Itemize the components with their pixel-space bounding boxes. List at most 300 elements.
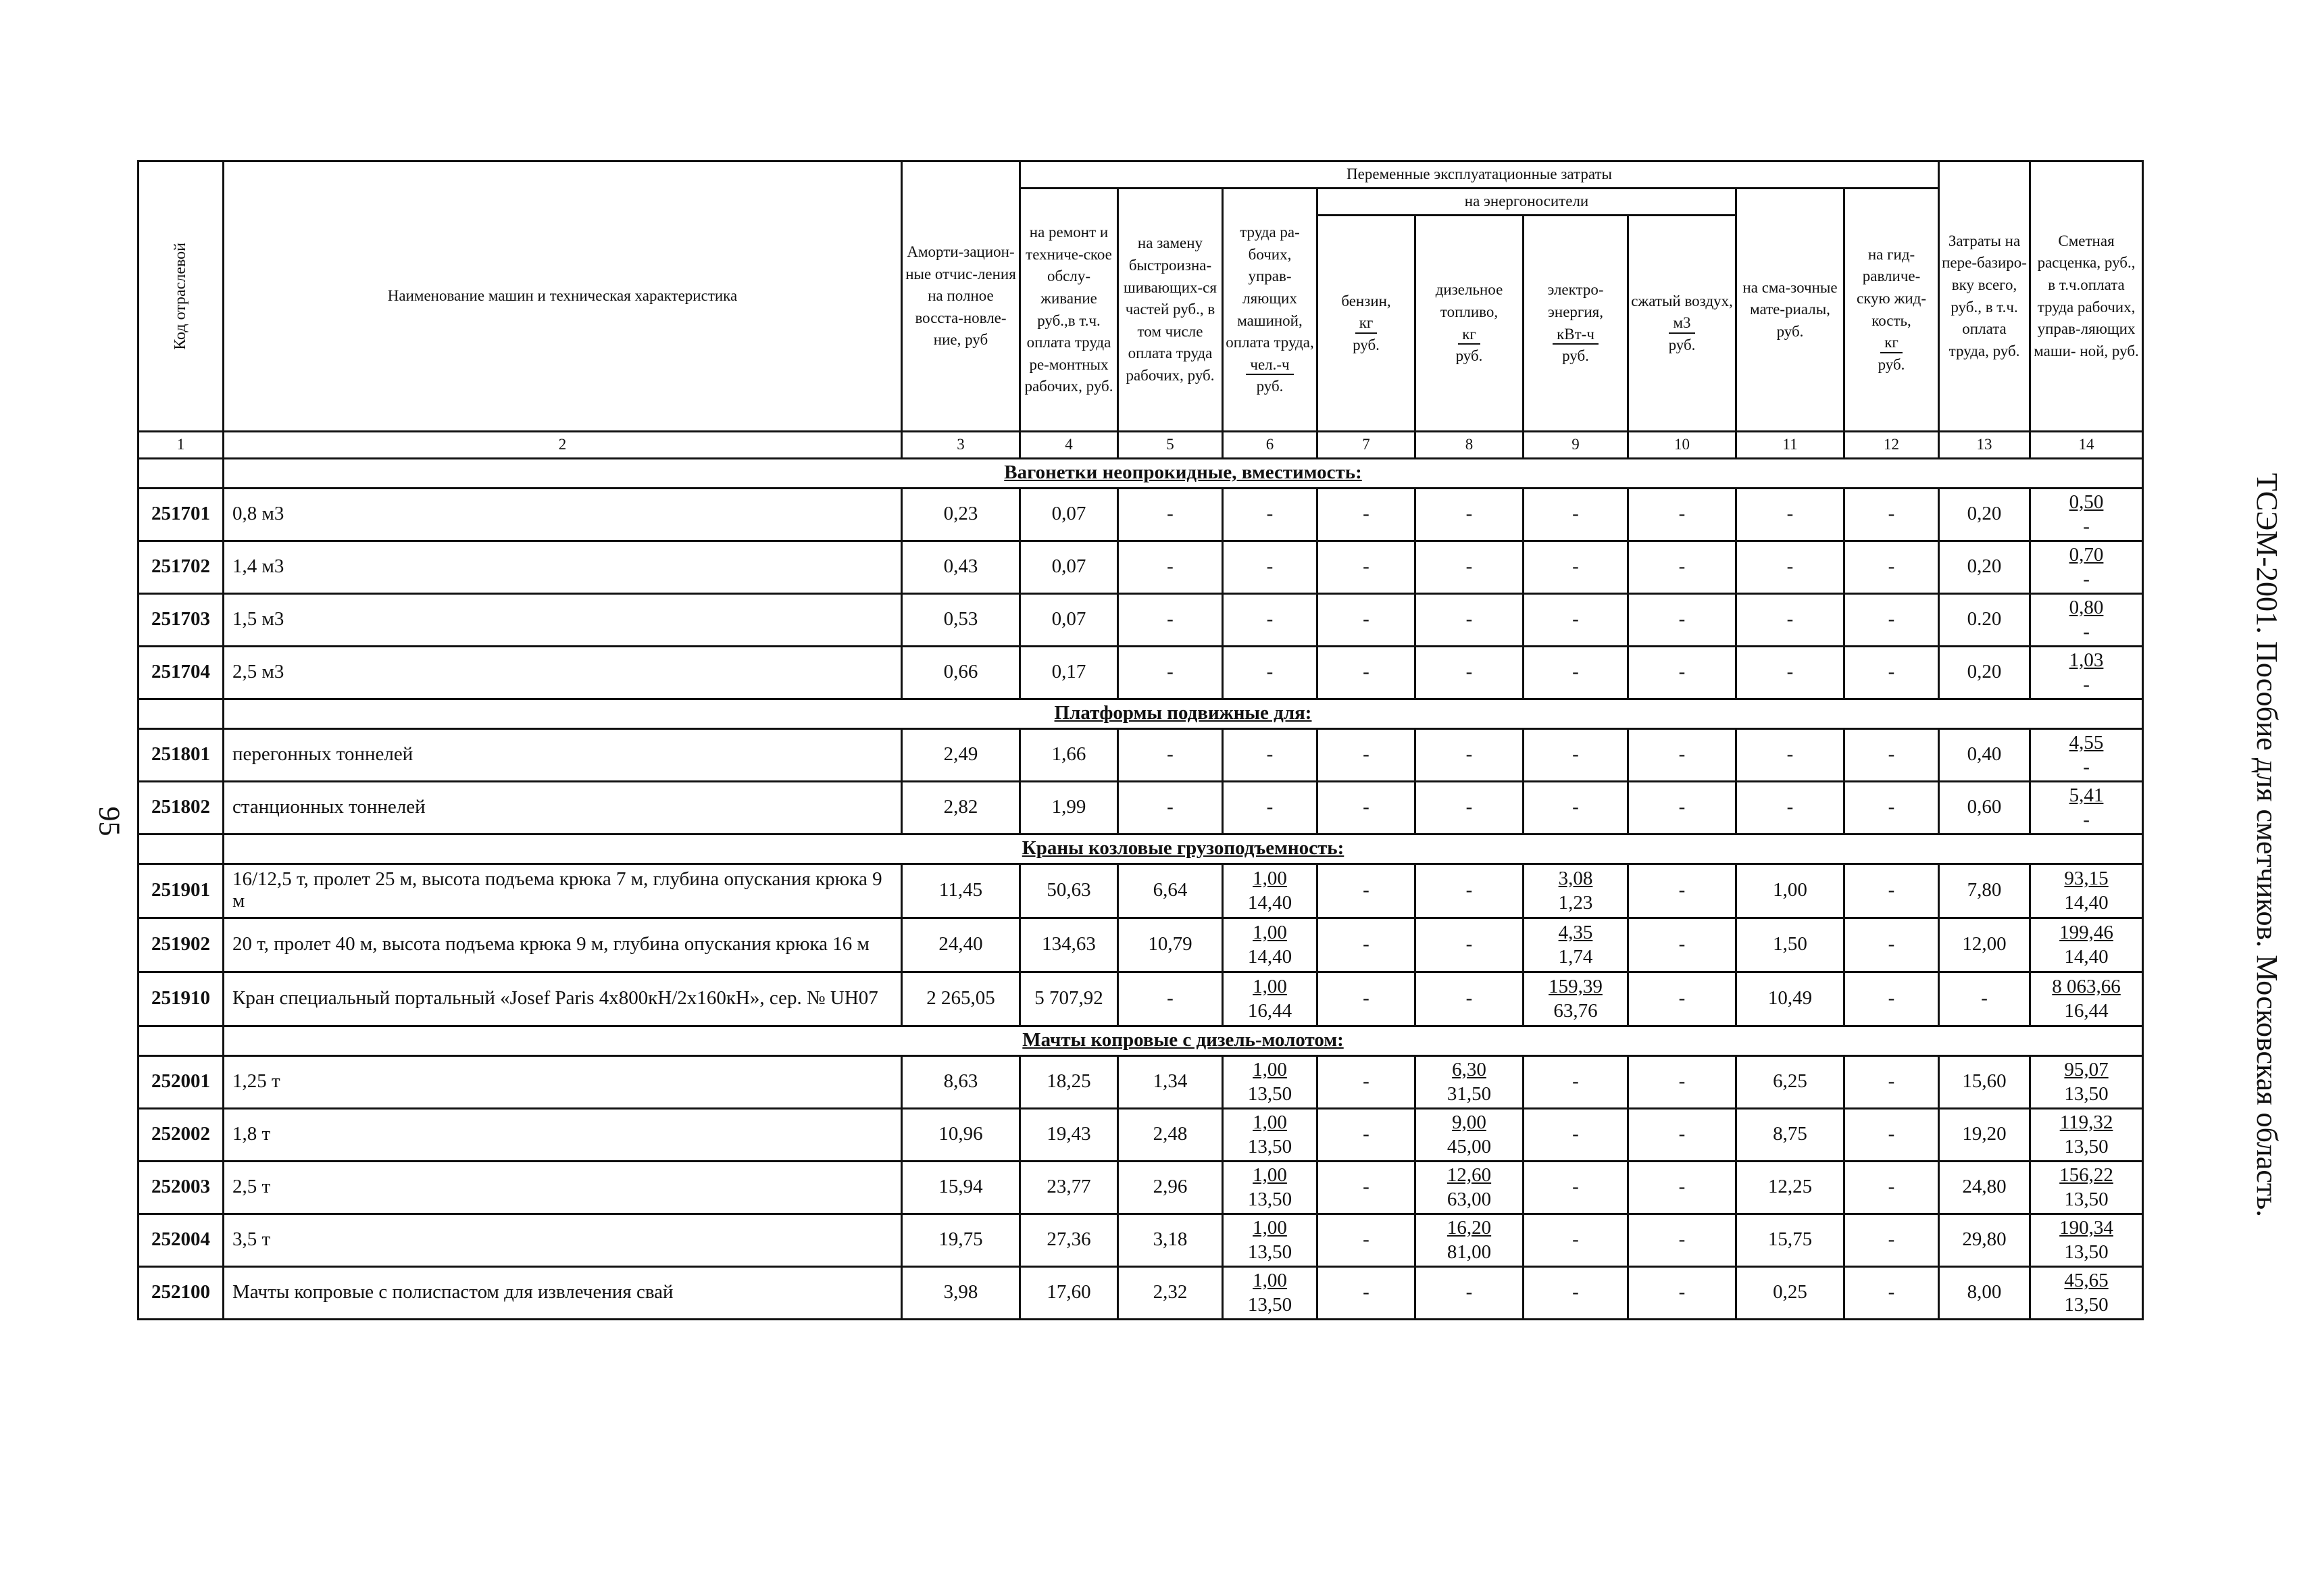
petrol-value: - [1317, 1214, 1415, 1266]
diesel-value: - [1415, 972, 1524, 1026]
parts-value: 10,79 [1118, 918, 1223, 972]
diesel-value-numerator: 9,00 [1452, 1111, 1486, 1133]
repair-value: 0,07 [1020, 488, 1118, 541]
section-title: Краны козловые грузоподъемность: [224, 834, 2143, 864]
labor-value-numerator: 1,00 [1253, 1164, 1287, 1186]
parts-value: - [1118, 781, 1223, 834]
hydraulic-value: - [1844, 972, 1939, 1026]
machine-name: 16/12,5 т, пролет 25 м, высота подъема крюка 7 м, глубина опускания крюка 9 м [224, 864, 902, 918]
column-number: 3 [902, 432, 1020, 459]
diesel-value: - [1415, 1266, 1524, 1319]
petrol-value: - [1317, 864, 1415, 918]
table-row [139, 1161, 2143, 1214]
header-diesel: дизельное топливо, кг руб. [1415, 216, 1524, 432]
electricity-value [1524, 918, 1628, 972]
lubricants-value: - [1736, 646, 1844, 699]
diesel-value [1415, 1055, 1524, 1108]
electricity-value-numerator: 4,35 [1558, 921, 1593, 943]
electricity-value: - [1524, 646, 1628, 699]
labor-value [1223, 918, 1317, 972]
estimate-value-value: 190,34 [2059, 1216, 2113, 1239]
estimate-value [2030, 1161, 2143, 1214]
labor-value [1223, 972, 1317, 1026]
electricity-value: - [1524, 1055, 1628, 1108]
petrol-value: - [1317, 1161, 1415, 1214]
header-relocation: Затраты на пере-базиро-вку всего, руб., в т.ч. оплата труда, руб. [1939, 161, 2030, 432]
estimate-value-value: 156,22 [2059, 1164, 2113, 1186]
compressed-air-value: - [1628, 1055, 1736, 1108]
estimate-value [2030, 1266, 2143, 1319]
diesel-value: - [1415, 728, 1524, 781]
electricity-value: - [1524, 1161, 1628, 1214]
petrol-value: - [1317, 593, 1415, 646]
diesel-value: - [1415, 488, 1524, 541]
machine-code: 252003 [139, 1161, 224, 1214]
estimate-value-value: 95,07 [2064, 1058, 2109, 1080]
amortization-value: 11,45 [902, 864, 1020, 918]
estimate-value-value: 93,15 [2064, 867, 2109, 889]
parts-value: 2,48 [1118, 1108, 1223, 1161]
column-number: 4 [1020, 432, 1118, 459]
repair-value: 0,07 [1020, 593, 1118, 646]
labor-value-numerator: 1,00 [1253, 1058, 1287, 1080]
estimate-value-value: 4,55 [2069, 731, 2104, 753]
estimate-value-labor: 14,40 [2064, 946, 2109, 968]
machine-name: 20 т, пролет 40 м, высота подъема крюка 9 м, глубина опускания крюка 16 м [224, 918, 902, 972]
section-title: Платформы подвижные для: [224, 699, 2143, 728]
estimate-value [2030, 972, 2143, 1026]
lubricants-value: 1,00 [1736, 864, 1844, 918]
relocation-value: 0,20 [1939, 488, 2030, 541]
estimate-value [2030, 1214, 2143, 1266]
estimate-value [2030, 1108, 2143, 1161]
relocation-value: 12,00 [1939, 918, 2030, 972]
column-number: 10 [1628, 432, 1736, 459]
estimate-value [2030, 728, 2143, 781]
machine-name: Кран специальный портальный «Josef Paris 4x800кН/2x160кН», сер. № UH07 [224, 972, 902, 1026]
header-hydraulic: на гид-равличе-скую жид-кость, кг руб. [1844, 189, 1939, 432]
electricity-value: - [1524, 488, 1628, 541]
estimate-value [2030, 646, 2143, 699]
estimate-value [2030, 488, 2143, 541]
machine-name: Мачты копровые с полиспастом для извлечения свай [224, 1266, 902, 1319]
petrol-value: - [1317, 1266, 1415, 1319]
table-row [139, 488, 2143, 541]
compressed-air-value: - [1628, 488, 1736, 541]
estimate-value-labor: - [2083, 756, 2090, 778]
machine-name: 0,8 м3 [224, 488, 902, 541]
machine-name: станционных тоннелей [224, 781, 902, 834]
machine-code: 252100 [139, 1266, 224, 1319]
repair-value: 19,43 [1020, 1108, 1118, 1161]
machine-code: 251910 [139, 972, 224, 1026]
labor-value-denominator: 13,50 [1247, 1083, 1292, 1105]
amortization-value: 2,82 [902, 781, 1020, 834]
hydraulic-value: - [1844, 918, 1939, 972]
estimate-value [2030, 918, 2143, 972]
estimate-value [2030, 593, 2143, 646]
labor-value-numerator: 1,00 [1253, 921, 1287, 943]
repair-value: 0,17 [1020, 646, 1118, 699]
diesel-value-denominator: 31,50 [1447, 1083, 1492, 1105]
column-number: 14 [2030, 432, 2143, 459]
hydraulic-value: - [1844, 646, 1939, 699]
electricity-value-numerator: 3,08 [1558, 867, 1593, 889]
relocation-value: 0,20 [1939, 541, 2030, 593]
table-row [139, 1266, 2143, 1319]
table-row [139, 918, 2143, 972]
compressed-air-value: - [1628, 1214, 1736, 1266]
machine-code: 251704 [139, 646, 224, 699]
relocation-value: 19,20 [1939, 1108, 2030, 1161]
estimate-value-value: 0,80 [2069, 596, 2104, 618]
diesel-value-numerator: 6,30 [1452, 1058, 1486, 1080]
table-row [139, 781, 2143, 834]
lubricants-value: 0,25 [1736, 1266, 1844, 1319]
estimate-value-labor: 13,50 [2064, 1241, 2109, 1264]
machine-code: 251703 [139, 593, 224, 646]
repair-value: 134,63 [1020, 918, 1118, 972]
labor-value-denominator: 16,44 [1247, 1000, 1292, 1022]
labor-value: - [1223, 728, 1317, 781]
hydraulic-value: - [1844, 1266, 1939, 1319]
labor-value [1223, 1214, 1317, 1266]
machine-name: 1,8 т [224, 1108, 902, 1161]
labor-value-numerator: 1,00 [1253, 1111, 1287, 1133]
compressed-air-value: - [1628, 1266, 1736, 1319]
estimate-value-labor: - [2083, 674, 2090, 696]
petrol-value: - [1317, 646, 1415, 699]
estimate-value-value: 119,32 [2059, 1111, 2113, 1133]
labor-value-denominator: 13,50 [1247, 1294, 1292, 1316]
section-code-cell [139, 834, 224, 864]
compressed-air-value: - [1628, 728, 1736, 781]
estimate-value-labor: 13,50 [2064, 1136, 2109, 1158]
column-number: 11 [1736, 432, 1844, 459]
labor-value [1223, 1055, 1317, 1108]
table-row [139, 728, 2143, 781]
estimate-value-value: 45,65 [2064, 1269, 2109, 1291]
petrol-value: - [1317, 541, 1415, 593]
hydraulic-value: - [1844, 1055, 1939, 1108]
section-title: Вагонетки неопрокидные, вместимость: [224, 458, 2143, 488]
hydraulic-value: - [1844, 1161, 1939, 1214]
labor-value [1223, 1108, 1317, 1161]
estimate-value-value: 1,03 [2069, 649, 2104, 671]
machine-name: 2,5 т [224, 1161, 902, 1214]
machine-code: 252001 [139, 1055, 224, 1108]
electricity-value-denominator: 63,76 [1553, 1000, 1598, 1022]
column-number: 7 [1317, 432, 1415, 459]
estimate-value [2030, 1055, 2143, 1108]
amortization-value: 3,98 [902, 1266, 1020, 1319]
estimate-value-labor: - [2083, 516, 2090, 538]
machine-name: 1,5 м3 [224, 593, 902, 646]
column-number: 2 [224, 432, 902, 459]
header-parts: на замену быстроизна-шивающих-ся частей руб., в том числе оплата труда рабочих, руб. [1118, 189, 1223, 432]
parts-value: 2,32 [1118, 1266, 1223, 1319]
machine-code: 251701 [139, 488, 224, 541]
lubricants-value: 10,49 [1736, 972, 1844, 1026]
machine-name: 2,5 м3 [224, 646, 902, 699]
lubricants-value: 12,25 [1736, 1161, 1844, 1214]
repair-value: 1,66 [1020, 728, 1118, 781]
machine-code: 251901 [139, 864, 224, 918]
estimate-value [2030, 541, 2143, 593]
compressed-air-value: - [1628, 1108, 1736, 1161]
repair-value: 0,07 [1020, 541, 1118, 593]
labor-value-numerator: 1,00 [1253, 975, 1287, 997]
petrol-value: - [1317, 1108, 1415, 1161]
labor-value-denominator: 13,50 [1247, 1189, 1292, 1211]
estimate-value-labor: 14,40 [2064, 892, 2109, 914]
header-compressed-air: сжатый воздух, м3 руб. [1628, 216, 1736, 432]
parts-value: 1,34 [1118, 1055, 1223, 1108]
amortization-value: 2 265,05 [902, 972, 1020, 1026]
parts-value: - [1118, 541, 1223, 593]
estimate-value-labor: - [2083, 621, 2090, 643]
electricity-value [1524, 864, 1628, 918]
section-header-row [139, 699, 2143, 728]
section-title: Мачты копровые с дизель-молотом: [224, 1026, 2143, 1055]
compressed-air-value: - [1628, 541, 1736, 593]
diesel-value-numerator: 12,60 [1447, 1164, 1492, 1186]
relocation-value: - [1939, 972, 2030, 1026]
section-header-row [139, 458, 2143, 488]
compressed-air-value: - [1628, 781, 1736, 834]
header-petrol: бензин, кг руб. [1317, 216, 1415, 432]
electricity-value-denominator: 1,74 [1558, 946, 1593, 968]
estimate-value-labor: 13,50 [2064, 1083, 2109, 1105]
electricity-value: - [1524, 1266, 1628, 1319]
header-estimate: Сметная расценка, руб., в т.ч.оплата труда рабочих, управ-ляющих маши- ной, руб. [2030, 161, 2143, 432]
table-row [139, 646, 2143, 699]
labor-value: - [1223, 541, 1317, 593]
machine-code: 251802 [139, 781, 224, 834]
amortization-value: 10,96 [902, 1108, 1020, 1161]
section-code-cell [139, 1026, 224, 1055]
parts-value: - [1118, 728, 1223, 781]
column-number: 5 [1118, 432, 1223, 459]
compressed-air-value: - [1628, 972, 1736, 1026]
estimate-value-value: 8 063,66 [2052, 975, 2121, 997]
machine-code: 252002 [139, 1108, 224, 1161]
petrol-value: - [1317, 1055, 1415, 1108]
lubricants-value: - [1736, 488, 1844, 541]
diesel-value [1415, 1108, 1524, 1161]
table-row [139, 1055, 2143, 1108]
hydraulic-value: - [1844, 1108, 1939, 1161]
relocation-value: 29,80 [1939, 1214, 2030, 1266]
hydraulic-value: - [1844, 864, 1939, 918]
machine-code: 251702 [139, 541, 224, 593]
compressed-air-value: - [1628, 1161, 1736, 1214]
page-number: 95 [93, 806, 126, 837]
diesel-value: - [1415, 781, 1524, 834]
labor-value: - [1223, 781, 1317, 834]
parts-value: - [1118, 972, 1223, 1026]
lubricants-value: - [1736, 593, 1844, 646]
relocation-value: 24,80 [1939, 1161, 2030, 1214]
parts-value: - [1118, 646, 1223, 699]
diesel-value-denominator: 81,00 [1447, 1241, 1492, 1264]
diesel-value [1415, 1161, 1524, 1214]
petrol-value: - [1317, 972, 1415, 1026]
petrol-value: - [1317, 728, 1415, 781]
diesel-value: - [1415, 646, 1524, 699]
labor-value [1223, 864, 1317, 918]
repair-value: 27,36 [1020, 1214, 1118, 1266]
petrol-value: - [1317, 488, 1415, 541]
estimate-value-labor: 13,50 [2064, 1189, 2109, 1211]
lubricants-value: - [1736, 541, 1844, 593]
electricity-value: - [1524, 728, 1628, 781]
section-code-cell [139, 699, 224, 728]
labor-value-denominator: 14,40 [1247, 946, 1292, 968]
diesel-value: - [1415, 593, 1524, 646]
electricity-value: - [1524, 1108, 1628, 1161]
repair-value: 50,63 [1020, 864, 1118, 918]
table-header [139, 161, 2143, 459]
machine-code: 252004 [139, 1214, 224, 1266]
parts-value: - [1118, 593, 1223, 646]
header-lubricants: на сма-зочные мате-риалы, руб. [1736, 189, 1844, 432]
column-number: 1 [139, 432, 224, 459]
parts-value: 6,64 [1118, 864, 1223, 918]
table-row [139, 593, 2143, 646]
column-number: 6 [1223, 432, 1317, 459]
labor-value [1223, 1266, 1317, 1319]
labor-value-numerator: 1,00 [1253, 867, 1287, 889]
repair-value: 23,77 [1020, 1161, 1118, 1214]
diesel-value: - [1415, 541, 1524, 593]
compressed-air-value: - [1628, 864, 1736, 918]
labor-value [1223, 1161, 1317, 1214]
amortization-value: 24,40 [902, 918, 1020, 972]
estimate-value [2030, 781, 2143, 834]
repair-value: 17,60 [1020, 1266, 1118, 1319]
table-row [139, 1108, 2143, 1161]
labor-value: - [1223, 488, 1317, 541]
estimate-value-value: 0,70 [2069, 543, 2104, 566]
electricity-value: - [1524, 781, 1628, 834]
diesel-value-denominator: 63,00 [1447, 1189, 1492, 1211]
column-number: 12 [1844, 432, 1939, 459]
relocation-value: 0,40 [1939, 728, 2030, 781]
hydraulic-value: - [1844, 541, 1939, 593]
estimate-value-labor: 16,44 [2064, 1000, 2109, 1022]
petrol-value: - [1317, 918, 1415, 972]
lubricants-value: - [1736, 781, 1844, 834]
diesel-value [1415, 1214, 1524, 1266]
electricity-value-numerator: 159,39 [1549, 975, 1603, 997]
petrol-value: - [1317, 781, 1415, 834]
relocation-value: 0.20 [1939, 593, 2030, 646]
machine-name: 1,25 т [224, 1055, 902, 1108]
labor-value-denominator: 13,50 [1247, 1241, 1292, 1264]
hydraulic-value: - [1844, 781, 1939, 834]
parts-value: 3,18 [1118, 1214, 1223, 1266]
table-row [139, 972, 2143, 1026]
electricity-value: - [1524, 541, 1628, 593]
header-variable-costs: Переменные эксплуатационные затраты [1020, 161, 1939, 189]
compressed-air-value: - [1628, 918, 1736, 972]
repair-value: 5 707,92 [1020, 972, 1118, 1026]
machine-name: 1,4 м3 [224, 541, 902, 593]
relocation-value: 7,80 [1939, 864, 2030, 918]
lubricants-value: 6,25 [1736, 1055, 1844, 1108]
electricity-value [1524, 972, 1628, 1026]
header-name: Наименование машин и техническая характеристика [224, 161, 902, 432]
relocation-value: 8,00 [1939, 1266, 2030, 1319]
hydraulic-value: - [1844, 1214, 1939, 1266]
amortization-value: 15,94 [902, 1161, 1020, 1214]
electricity-value-denominator: 1,23 [1558, 892, 1593, 914]
section-code-cell [139, 458, 224, 488]
table-row [139, 541, 2143, 593]
amortization-value: 19,75 [902, 1214, 1020, 1266]
repair-value: 1,99 [1020, 781, 1118, 834]
header-repair: на ремонт и техниче-ское обслу-живание руб.,в т.ч. оплата труда ре-монтных рабочих, руб. [1020, 189, 1118, 432]
compressed-air-value: - [1628, 593, 1736, 646]
lubricants-value: 15,75 [1736, 1214, 1844, 1266]
lubricants-value: 1,50 [1736, 918, 1844, 972]
section-header-row [139, 834, 2143, 864]
amortization-value: 2,49 [902, 728, 1020, 781]
table-row [139, 1214, 2143, 1266]
parts-value: 2,96 [1118, 1161, 1223, 1214]
compressed-air-value: - [1628, 646, 1736, 699]
column-number: 13 [1939, 432, 2030, 459]
machine-name: перегонных тоннелей [224, 728, 902, 781]
estimate-value-value: 0,50 [2069, 491, 2104, 513]
header-electricity: электро-энергия, кВт-ч руб. [1524, 216, 1628, 432]
column-number: 8 [1415, 432, 1524, 459]
column-number: 9 [1524, 432, 1628, 459]
lubricants-value: - [1736, 728, 1844, 781]
estimate-value-value: 199,46 [2059, 921, 2113, 943]
section-header-row [139, 1026, 2143, 1055]
electricity-value: - [1524, 1214, 1628, 1266]
amortization-value: 0,23 [902, 488, 1020, 541]
diesel-value: - [1415, 918, 1524, 972]
header-energy: на энергоносители [1317, 189, 1736, 216]
labor-value: - [1223, 646, 1317, 699]
hydraulic-value: - [1844, 593, 1939, 646]
machine-name: 3,5 т [224, 1214, 902, 1266]
relocation-value: 0,60 [1939, 781, 2030, 834]
amortization-value: 8,63 [902, 1055, 1020, 1108]
table-row [139, 864, 2143, 918]
parts-value: - [1118, 488, 1223, 541]
estimate-value-labor: 13,50 [2064, 1294, 2109, 1316]
header-code: Код отраслевой [139, 161, 224, 432]
side-title: ТСЭМ-2001. Пособие для сметчиков. Московская область. [2250, 473, 2284, 1218]
amortization-value: 0,43 [902, 541, 1020, 593]
column-numbers-row [139, 432, 2143, 459]
labor-value-denominator: 13,50 [1247, 1136, 1292, 1158]
lubricants-value: 8,75 [1736, 1108, 1844, 1161]
hydraulic-value: - [1844, 488, 1939, 541]
estimate-value [2030, 864, 2143, 918]
labor-value: - [1223, 593, 1317, 646]
machine-code: 251801 [139, 728, 224, 781]
estimate-value-labor: - [2083, 568, 2090, 591]
labor-value-numerator: 1,00 [1253, 1216, 1287, 1239]
estimate-value-labor: - [2083, 809, 2090, 831]
amortization-value: 0,53 [902, 593, 1020, 646]
diesel-value-denominator: 45,00 [1447, 1136, 1492, 1158]
